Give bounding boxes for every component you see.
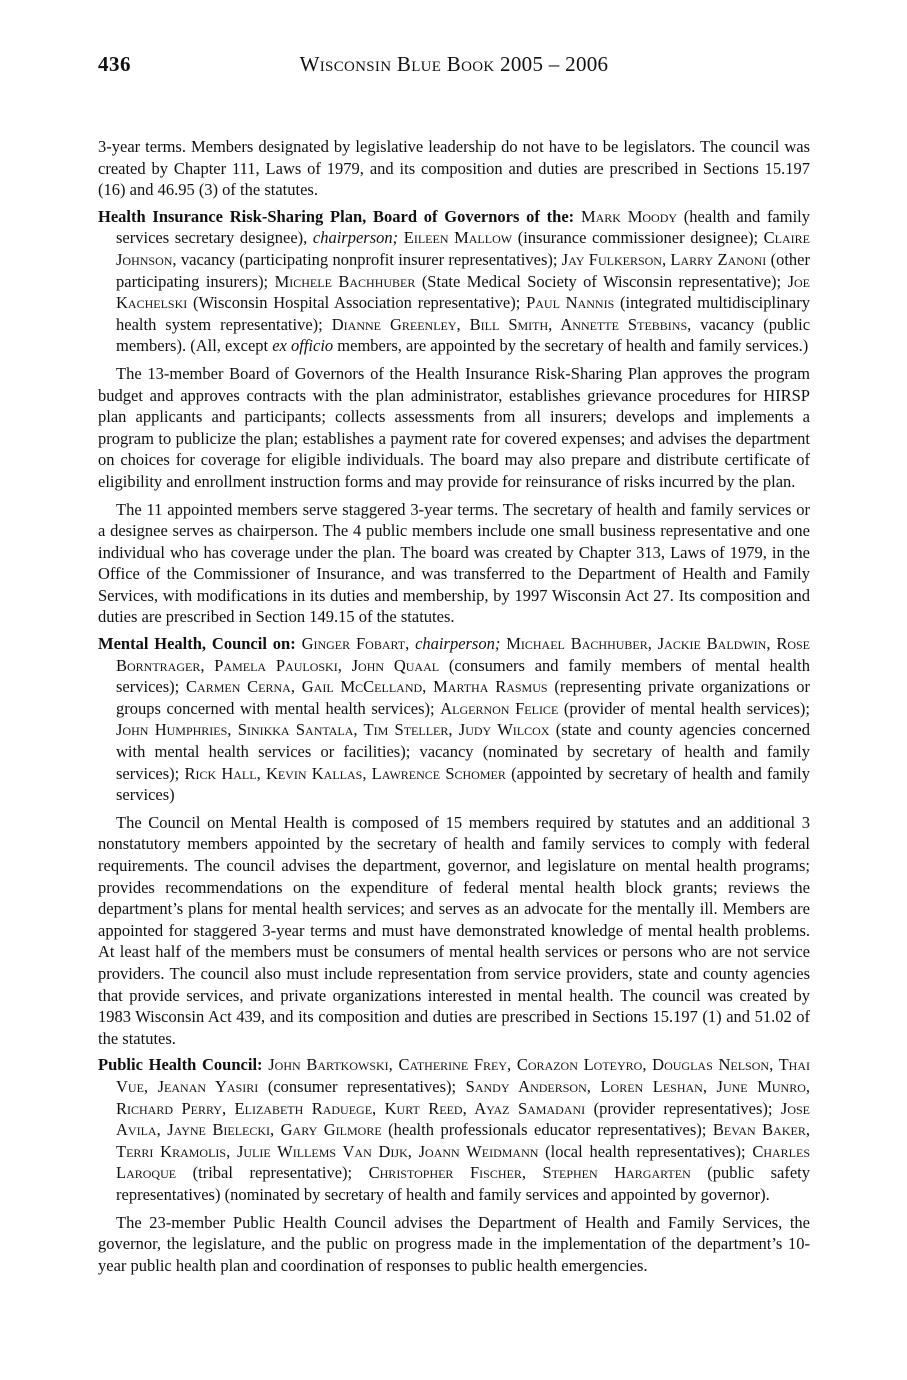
member-names: Joe Kachelski bbox=[116, 271, 810, 313]
member-role: (insurance commissioner designee); bbox=[512, 228, 764, 248]
member-names: Jose Avila, Jayne Bielecki, Gary Gilmore bbox=[116, 1098, 810, 1140]
member-names: Ginger Fobart, bbox=[301, 634, 410, 654]
member-names: Algernon Felice bbox=[440, 698, 559, 718]
public-health-entry bbox=[98, 1054, 810, 1205]
member-role: (local health representatives); bbox=[538, 1141, 753, 1161]
member-role: vacancy (public members). (All, except bbox=[116, 314, 811, 356]
hirsp-entry bbox=[98, 206, 810, 357]
public-health-title: Public Health Council: bbox=[98, 1055, 263, 1075]
member-role: (Wisconsin Hospital Association representative); bbox=[187, 293, 527, 313]
member-names: Jay Fulkerson, Larry Zanoni bbox=[561, 249, 767, 269]
hirsp-description: The 13-member Board of Governors of the Health Insurance Risk-Sharing Plan approves the program budget and approves contracts with the plan administrator, establishes grievance procedures for HIRSP plan applicants and participants; collects assessments from all insurers; develops and implements a program to publicize the plan; establishes a payment rate for covered expenses; and advises the department on choices for coverage for eligible individuals. The board may also prepare and distribute certificate of eligibility and enrollment instruction forms and may provide for reinsurance of risks incurred by the plan. bbox=[98, 363, 810, 491]
page-header bbox=[98, 52, 810, 82]
mental-health-entry bbox=[98, 633, 810, 806]
member-role: (integrated multidisciplinary health system representative); bbox=[116, 293, 810, 334]
member-role: (public safety representatives) (nominated by secretary of health and family services and appointed by governor). bbox=[116, 1163, 810, 1204]
member-role: (health professionals educator representatives); bbox=[381, 1120, 713, 1140]
member-names: Bevan Baker, Terri Kramolis, Julie Willems Van Dijk, Joann Weidmann bbox=[116, 1120, 810, 1161]
mental-health-title: Mental Health, Council on: bbox=[98, 634, 296, 654]
member-names: Eileen Mallow bbox=[403, 228, 513, 248]
member-role: (tribal representative); bbox=[176, 1163, 369, 1183]
member-role: (state and county agencies concerned with mental health services or facilities); vacancy (nominated by secretary of health and family services); bbox=[116, 720, 810, 783]
member-names: Charles Laroque bbox=[116, 1141, 810, 1183]
member-role: (provider representatives); bbox=[585, 1098, 781, 1118]
member-role: (health and family services secretary designee), bbox=[116, 206, 811, 248]
member-names: Carmen Cerna, Gail McCelland, Martha Rasmus bbox=[186, 677, 548, 697]
member-names: Mark Moody bbox=[580, 206, 678, 226]
member-names: Rick Hall, Kevin Kallas, Lawrence Schomer bbox=[184, 763, 506, 783]
mental-health-description: The Council on Mental Health is composed of 15 members required by statutes and an additional 3 nonstatutory members appointed by the secretary of health and family services to comply with federal requirements. The council advises the department, governor, and legislature on mental health programs; provides recommendations on the expenditure of federal mental health block grants; reviews the department’s plans for mental health services; and serves as an advocate for the mentally ill. Members are appointed for staggered 3-year terms and must have demonstrated knowledge of mental health problems. At least half of the members must be consumers of mental health services or persons who are not service providers. The council also must include representation from service providers, state and county agencies that provide services, and private organizations interested in mental health. The council was created by 1983 Wisconsin Act 439, and its composition and duties are prescribed in Sections 15.197 (1) and 51.02 of the statutes. bbox=[98, 812, 810, 1048]
member-names: Dianne Greenley, Bill Smith, Annette Stebbins, bbox=[331, 314, 692, 334]
member-names: Michele Bachhuber bbox=[274, 271, 416, 291]
member-role: (State Medical Society of Wisconsin representative); bbox=[415, 271, 788, 291]
running-title: Wisconsin Blue Book 2005 – 2006 bbox=[299, 52, 609, 76]
public-health-description: The 23-member Public Health Council advises the Department of Health and Family Services, the governor, the legislature, and the public on progress made in the implementation of the department’s 10-year public health plan and coordination of responses to public health emergencies. bbox=[98, 1212, 810, 1275]
hirsp-terms: The 11 appointed members serve staggered 3-year terms. The secretary of health and family services or a designee serves as chairperson. The 4 public members include one small business representative and one individual who has coverage under the plan. The board was created by Chapter 313, Laws of 1979, in the Office of the Commissioner of Insurance, and was transferred to the Department of Health and Family Services, with modifications in its duties and membership, by 1997 Wisconsin Act 27. Its composition and duties are prescribed in Section 149.15 of the statutes. bbox=[98, 499, 810, 627]
member-names: John Humphries, Sinikka Santala, Tim Steller, Judy Wilcox bbox=[116, 720, 550, 740]
page-number: 436 bbox=[98, 52, 131, 76]
chair-label: chairperson; bbox=[415, 634, 501, 654]
member-role: vacancy (participating nonprofit insurer representatives); bbox=[176, 249, 562, 269]
intro-paragraph: 3-year terms. Members designated by legislative leadership do not have to be legislators. The council was created by Chapter 111, Laws of 1979, and its composition and duties are prescribed in Sections 15.197 (16) and 46.95 (3) of the statutes. bbox=[98, 137, 810, 200]
hirsp-title: Health Insurance Risk-Sharing Plan, Board of Governors of the: bbox=[98, 206, 575, 226]
member-names: Michael Bachhuber, Jackie Baldwin, Rose Borntrager, Pamela Pauloski, John Quaal bbox=[116, 634, 810, 675]
member-names: Paul Nannis bbox=[526, 293, 615, 313]
member-role: (representing private organizations or groups concerned with mental health services); bbox=[116, 677, 810, 718]
page-body bbox=[98, 136, 810, 1276]
ex-officio-label: ex officio bbox=[272, 336, 334, 356]
chair-label: chairperson; bbox=[312, 228, 399, 248]
member-role: (appointed by secretary of health and family services) bbox=[116, 763, 810, 805]
member-role: members, are appointed by the secretary of health and family services.) bbox=[333, 336, 809, 356]
member-role: (provider of mental health services); bbox=[558, 698, 810, 718]
member-names: Claire Johnson, bbox=[116, 228, 810, 269]
member-names: Sandy Anderson, Loren Leshan, June Munro, Richard Perry, Elizabeth Raduege, Kurt Reed, Ayaz Samadani bbox=[116, 1076, 810, 1118]
member-role: (consumer representatives); bbox=[258, 1076, 466, 1096]
member-names: John Bartkowski, Catherine Frey, Corazon Loteyro, Douglas Nelson, Thai Vue, Jeanan Yasiri bbox=[116, 1055, 811, 1096]
member-role: (other participating insurers); bbox=[116, 249, 810, 291]
member-role: (consumers and family members of mental health services); bbox=[116, 655, 811, 697]
member-names: Christopher Fischer, Stephen Hargarten bbox=[368, 1163, 691, 1183]
